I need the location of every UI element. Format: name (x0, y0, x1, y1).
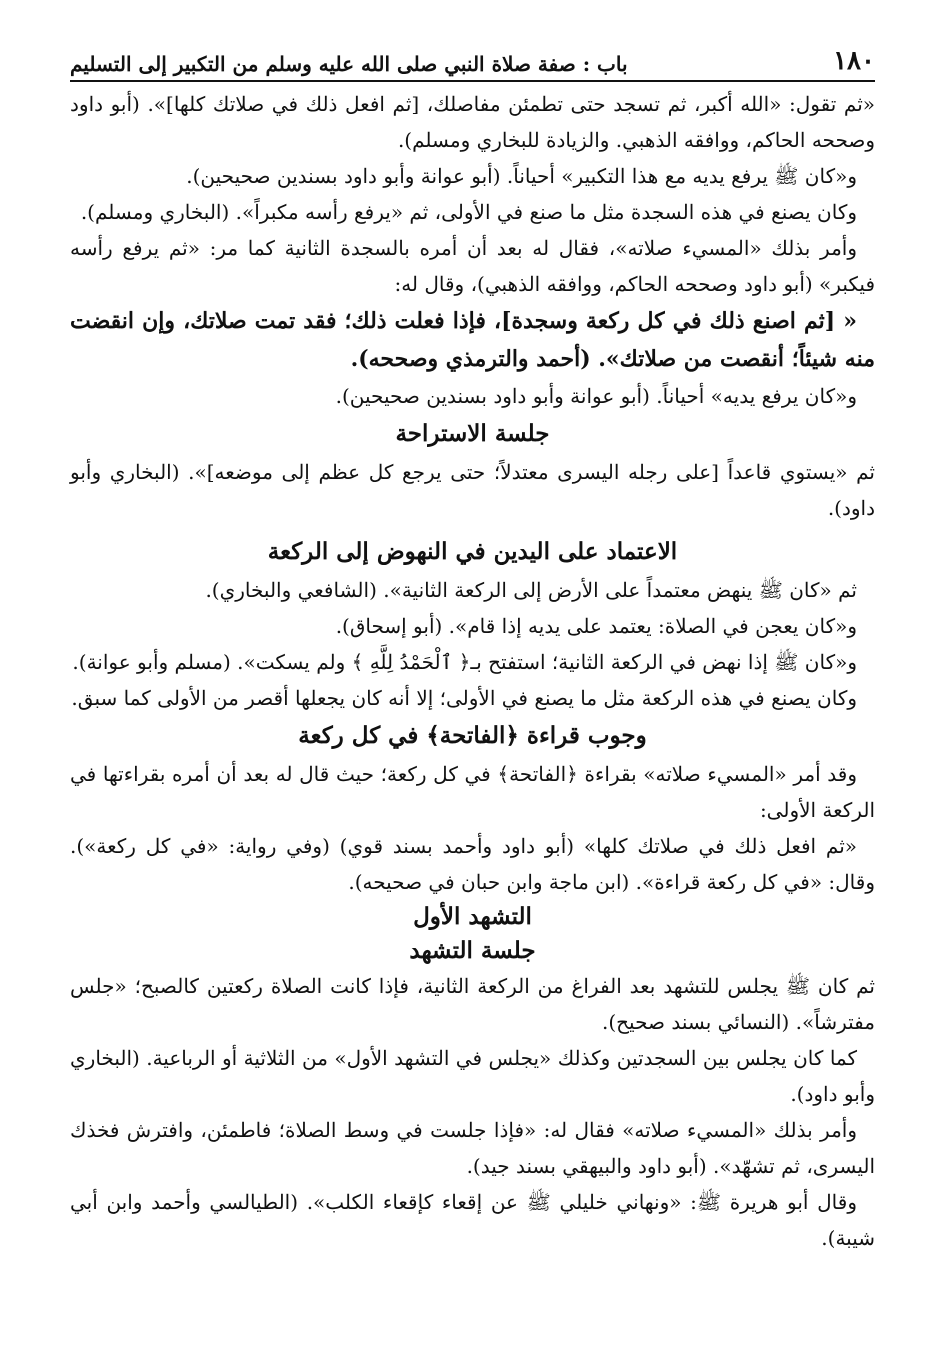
page-number: ١٨٠ (833, 46, 875, 76)
paragraph: وأمر بذلك «المسيء صلاته» فقال له: «فإذا جلست في وسط الصلاة؛ فاطمئن، وافترش فخذك اليسرى، ثم تشهّد». (أبو داود والبيهقي بسند جيد). (70, 1118, 875, 1178)
section-heading: جلسة التشهد (409, 937, 536, 964)
section-heading: التشهد الأول (413, 903, 532, 930)
paragraph: «ثم افعل ذلك في صلاتك كلها» (أبو داود وأحمد بسند قوي) (وفي رواية: «في كل ركعة»). وقال: «في كل ركعة قراءة». (ابن ماجة وابن حبان في صحيحه). (70, 834, 875, 894)
paragraph: ثم «كان ﷺ ينهض معتمداً على الأرض إلى الركعة الثانية». (الشافعي والبخاري). (205, 578, 857, 602)
running-title: باب : صفة صلاة النبي صلى الله عليه وسلم من التكبير إلى التسليم (70, 52, 628, 76)
paragraph: و«كان يرفع يديه» أحياناً. (أبو عوانة وأبو داود بسندين صحيحين). (335, 384, 857, 408)
page-header (70, 42, 875, 82)
paragraph: وأمر بذلك «المسيء صلاته»، فقال له بعد أن أمره بالسجدة الثانية كما مر: «ثم يرفع رأسه فيكبر» (أبو داود وصححه الحاكم، ووافقه الذهبي)، وقال له: (70, 236, 875, 296)
paragraph: «ثم تقول: «الله أكبر، ثم تسجد حتى تطمئن مفاصلك، [ثم افعل ذلك في صلاتك كلها]». (أبو داود وصححه الحاكم، ووافقه الذهبي. والزيادة للبخاري ومسلم). (70, 92, 875, 152)
paragraph: وكان يصنع في هذه السجدة مثل ما صنع في الأولى، ثم «يرفع رأسه مكبراً». (البخاري ومسلم). (80, 200, 857, 224)
paragraph: وقد أمر «المسيء صلاته» بقراءة ﴿الفاتحة﴾ في كل ركعة؛ حيث قال له بعد أن أمره بقراءتها في الركعة الأولى: (70, 762, 875, 822)
page-body (70, 86, 875, 1256)
paragraph: ثم «يستوي قاعداً [على رجله اليسرى معتدلاً؛ حتى يرجع كل عظم إلى موضعه]». (البخاري وأبو داود). (70, 460, 875, 520)
paragraph: و«كان ﷺ إذا نهض في الركعة الثانية؛ استفتح بـ﴿ ٱلْحَمْدُ لِلَّهِ ﴾ ولم يسكت». (مسلم وأبو عوانة). (72, 650, 857, 674)
paragraph: « [ثم اصنع ذلك في كل ركعة وسجدة]، فإذا فعلت ذلك؛ فقد تمت صلاتك، وإن انقضت منه شيئاً؛ أنقصت من صلاتك». (أحمد والترمذي وصححه). (70, 308, 875, 372)
section-heading: وجوب قراءة ﴿الفاتحة﴾ في كل ركعة (298, 722, 647, 749)
paragraph: وكان يصنع في هذه الركعة مثل ما يصنع في الأولى؛ إلا أنه كان يجعلها أقصر من الأولى كما سبق. (71, 686, 857, 710)
section-heading: الاعتماد على اليدين في النهوض إلى الركعة (267, 538, 678, 565)
paragraph: و«كان يعجن في الصلاة: يعتمد على يديه إذا قام». (أبو إسحاق). (335, 614, 857, 638)
paragraph: ثم كان ﷺ يجلس للتشهد بعد الفراغ من الركعة الثانية، فإذا كانت الصلاة ركعتين كالصبح؛ «جلس مفترشاً». (النسائي بسند صحيح). (70, 974, 875, 1034)
section-heading: جلسة الاستراحة (395, 420, 550, 447)
paragraph: و«كان ﷺ يرفع يديه مع هذا التكبير» أحياناً. (أبو عوانة وأبو داود بسندين صحيحين). (186, 164, 857, 188)
paragraph: وقال أبو هريرة ﷺ: «ونهاني خليلي ﷺ عن إقعاء كإقعاء الكلب». (الطيالسي وأحمد وابن أبي شيبة). (70, 1190, 875, 1250)
paragraph: كما كان يجلس بين السجدتين وكذلك «يجلس في التشهد الأول» من الثلاثية أو الرباعية. (البخاري وأبو داود). (70, 1046, 875, 1106)
